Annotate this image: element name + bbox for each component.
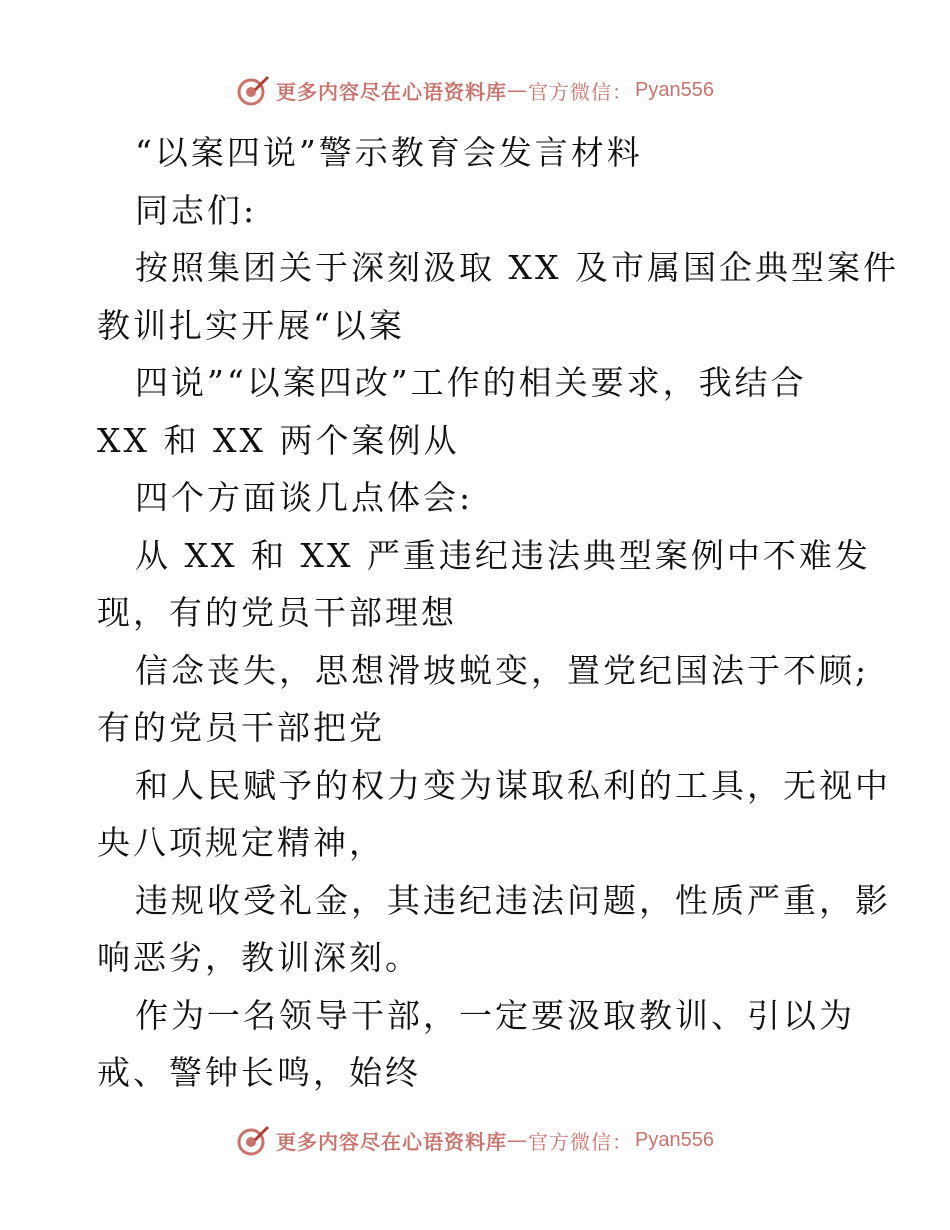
paragraph-line: 四个方面谈几点体会: [135,478,474,517]
watermark-account: Pyan556 [635,1128,714,1151]
paragraph-line: 从 XX 和 XX 严重违纪违法典型案例中不难发 [135,535,871,575]
watermark-sub-text: 官方微信： [528,1129,634,1154]
paragraph-line: 响恶劣，教训深刻。 [97,938,421,977]
watermark-dash: — [507,78,529,102]
document-body [97,124,899,1102]
pen-logo-icon [236,1123,270,1157]
watermark-main-text: 更多内容尽在心语资料库 [276,79,508,104]
paragraph-line: 现，有的党员干部理想 [97,593,457,632]
paragraph-line: 教训扎实开展“以案 [97,305,405,345]
watermark-main-text: 更多内容尽在心语资料库 [276,1129,508,1154]
paragraph-line: XX 和 XX 两个案例从 [97,420,460,460]
paragraph-line: 按照集团关于深刻汲取 XX 及市属国企典型案件 [135,248,899,287]
paragraph-line: 戒、警钟长鸣，始终 [97,1053,421,1092]
document-title: “以案四说”警示教育会发言材料 [135,133,643,172]
paragraph-line: 作为一名领导干部，一定要汲取教训、引以为 [135,995,855,1035]
paragraph-line: 违规收受礼金，其违纪违法问题，性质严重，影 [135,880,891,920]
header-watermark [0,70,950,110]
watermark-dash: — [507,1128,529,1152]
pen-logo-icon [236,73,270,107]
paragraph-line: 四说”“以案四改”工作的相关要求，我结合 [135,363,807,402]
paragraph-line: 和人民赋予的权力变为谋取私利的工具，无视中 [135,765,891,805]
watermark-account: Pyan556 [635,78,714,101]
footer-watermark [0,1120,950,1160]
paragraph-line: 信念丧失，思想滑坡蜕变，置党纪国法于不顾; [135,650,870,690]
paragraph-line: 央八项规定精神， [97,823,385,862]
paragraph-line: 有的党员干部把党 [97,708,385,747]
watermark-sub-text: 官方微信： [528,79,634,104]
paragraph-line: 同志们: [135,190,258,230]
